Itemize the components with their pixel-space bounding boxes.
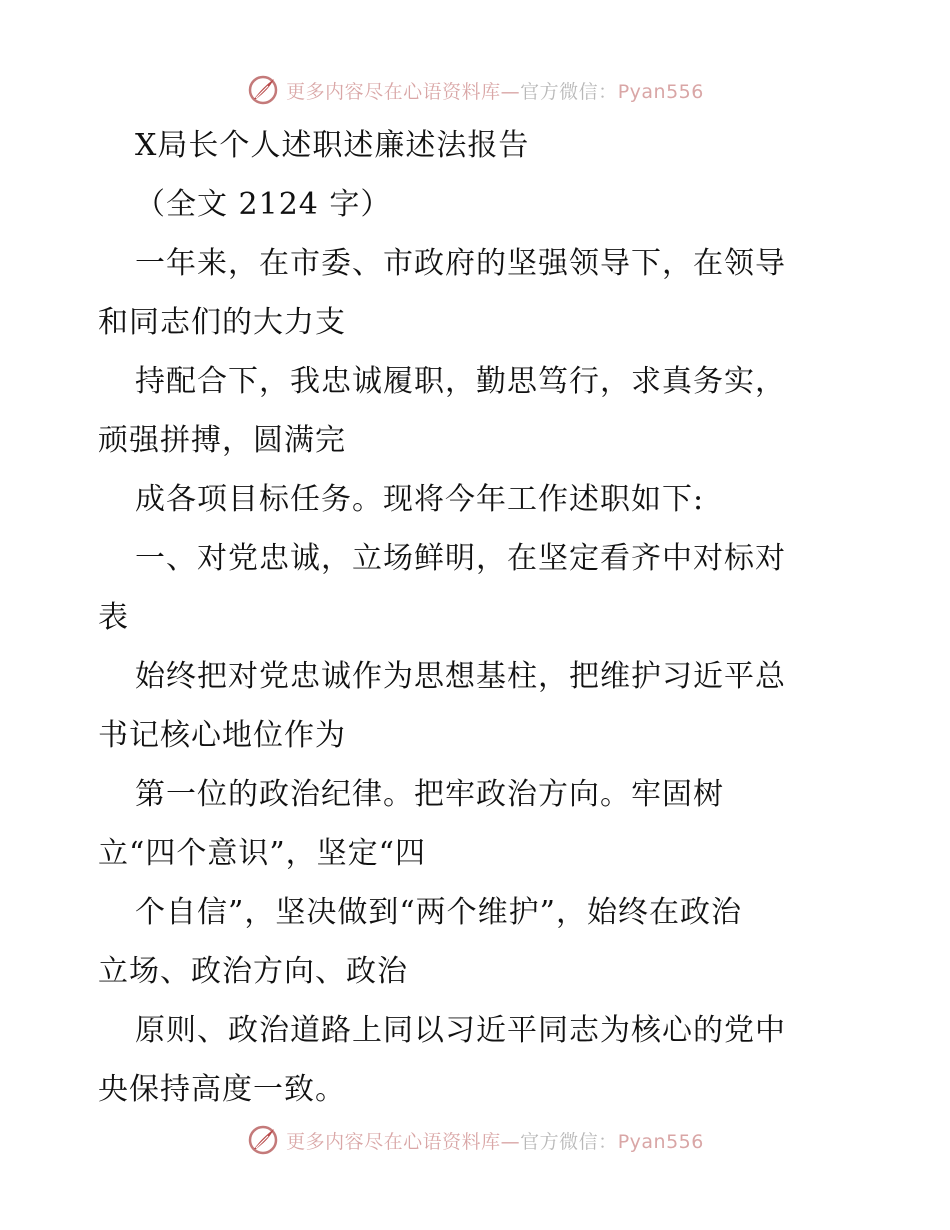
feather-pen-logo-icon: [246, 73, 280, 107]
paragraph-line: 顽强拼搏，圆满完: [98, 423, 346, 458]
paragraph-line: 原则、政治道路上同以习近平同志为核心的党中: [135, 1013, 786, 1048]
paragraph-line: 个自信”，坚决做到“两个维护”，始终在政治: [135, 895, 743, 930]
banner-wechat-id: Pyan556: [617, 1130, 704, 1153]
paragraph-line: 第一位的政治纪律。把牢政治方向。牢固树: [135, 777, 724, 812]
banner-main-text: 更多内容尽在心语资料库: [286, 80, 501, 103]
document-title: X局长个人述职述廉述法报告: [135, 128, 530, 163]
paragraph-line: 持配合下，我忠诚履职，勤思笃行，求真务实，: [135, 364, 786, 399]
paragraph-line: 立“四个意识”，坚定“四: [98, 836, 427, 871]
paragraph-line: 始终把对党忠诚作为思想基柱，把维护习近平总: [135, 659, 786, 694]
word-count: （全文 2124 字）: [135, 187, 392, 222]
banner-wechat-id: Pyan556: [617, 80, 704, 103]
paragraph-line: 书记核心地位作为: [98, 718, 346, 753]
banner-main-text: 更多内容尽在心语资料库: [286, 1130, 501, 1153]
section-heading-line: 表: [98, 600, 129, 635]
paragraph-line: 一年来，在市委、市政府的坚强领导下，在领导: [135, 246, 786, 281]
header-banner: [0, 70, 950, 110]
section-heading-line: 一、对党忠诚，立场鲜明，在坚定看齐中对标对: [135, 541, 786, 576]
paragraph-line: 央保持高度一致。: [98, 1072, 346, 1107]
banner-separator: —: [500, 80, 521, 103]
banner-wechat-label: 官方微信：: [520, 80, 618, 103]
paragraph-line: 和同志们的大力支: [98, 305, 346, 340]
banner-wechat-label: 官方微信：: [520, 1130, 618, 1153]
footer-banner: [0, 1120, 950, 1160]
paragraph-line: 成各项目标任务。现将今年工作述职如下:: [135, 482, 705, 517]
banner-separator: —: [500, 1130, 521, 1153]
feather-pen-logo-icon: [246, 1123, 280, 1157]
paragraph-line: 立场、政治方向、政治: [98, 954, 408, 989]
